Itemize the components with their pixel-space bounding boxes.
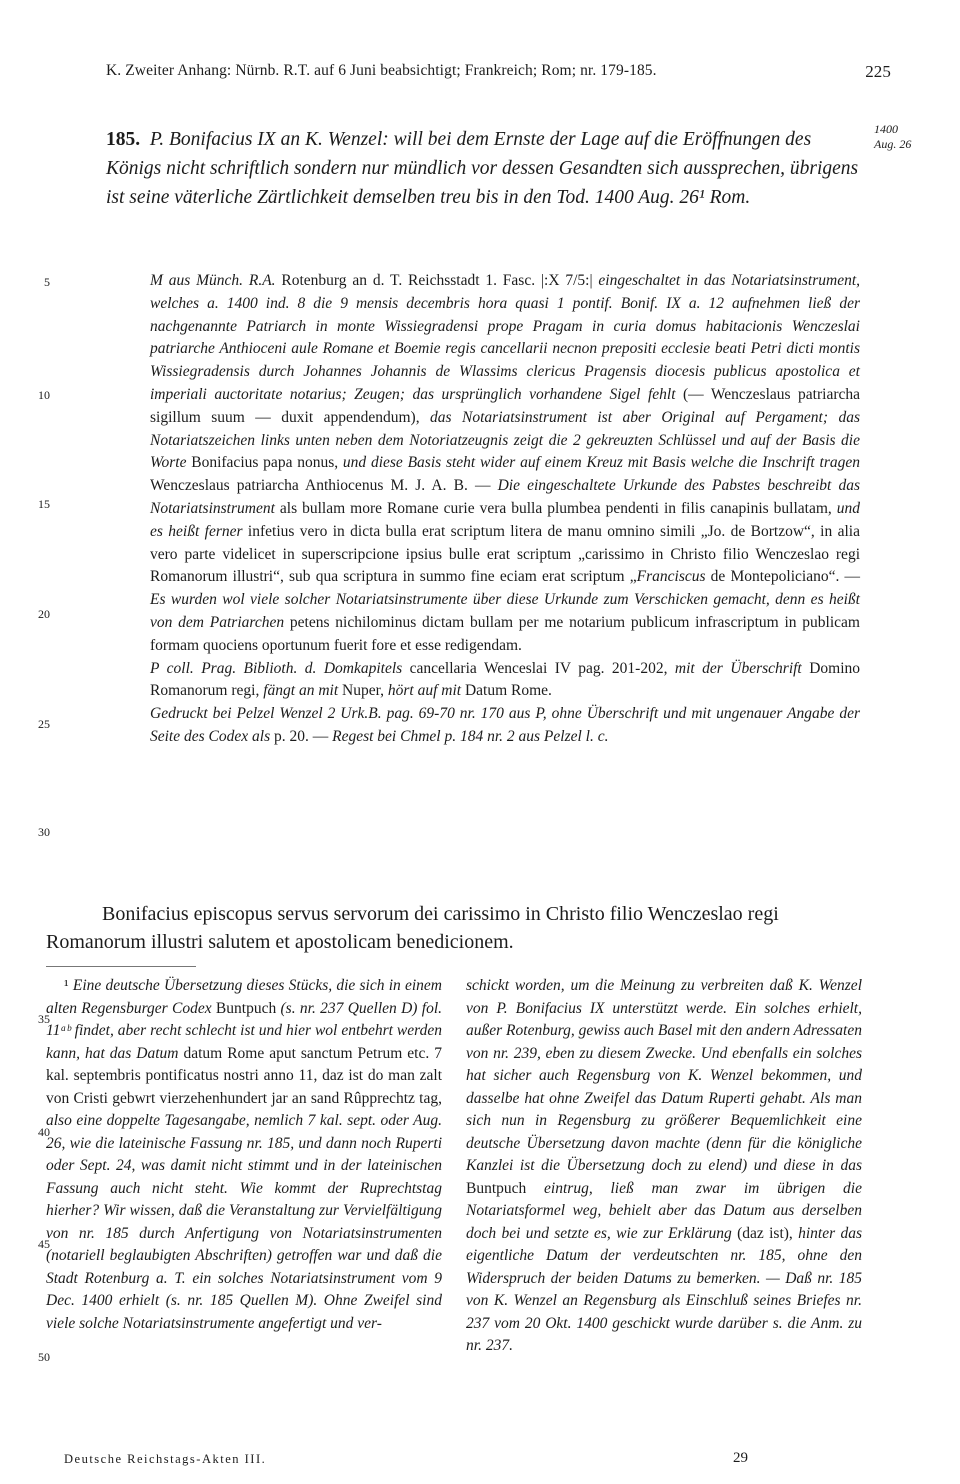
apparatus-printed-editions: Gedruckt bei Pelzel Wenzel 2 Urk.B. pag. 69-70 nr. 170 aus P, ohne Überschrift und mit ungenauer Angabe der Seite des Codex als p. 20. — Regest bei Chmel p. 184 nr. 2 aus Pelzel l. c.	[150, 705, 860, 745]
footnote-rule	[46, 966, 196, 967]
line-number: 35	[38, 1012, 50, 1026]
footnote-right-column: schickt worden, um die Meinung zu verbreiten daß K. Wenzel von P. Bonifacius IX unterstützt werde. Ein solches erhielt, außer Rotenburg, gewiss auch Basel mit den andern Adressaten von nr. 239, eben zu diesem Zwecke. Und ebenfalls ein solches hat sicher auch Regensburg von K. Wenzel bekommen, und dasselbe hat ohne Zweifel das Datum Ruperti gehabt. Als man sich nun in Regensburg zu größerer Bequemlichkeit eine deutsche Übersetzung davon machte (denn für die königliche Kanzlei ist die Übersetzung doch zu elend) und diese in das Buntpuch eintrug, ließ man zwar im übrigen die Notariatsformel weg, behielt aber das Datum aus derselben doch bei und setzte es, wie zur Erklärung (daz ist), hinter das eigentliche Datum der verdeutschten nr. 185, ohne den Widerspruch der beiden Datums zu bemerken. — Daß nr. 185 von K. Wenzel an Regensburg als Einschluß seines Briefes nr. 237 vom 20 Okt. 1400 geschickt wurde darüber s. die Anm. zu nr. 237.	[466, 977, 862, 1354]
margin-date-day: Aug. 26	[874, 137, 912, 151]
line-number: 20	[38, 607, 50, 621]
series-footer: Deutsche Reichstags-Akten III.	[64, 1452, 267, 1466]
line-number: 25	[38, 717, 50, 731]
main-text-paragraph: Bonifacius episcopus servus servorum dei carissimo in Christo filio Wenczeslao regi Romanorum illustri salutem et apostolicam benedicionem.	[46, 903, 779, 953]
margin-date	[874, 122, 954, 152]
footnote-left-column: ¹ Eine deutsche Übersetzung dieses Stücks, die sich in einem alten Regensburger Codex Buntpuch (s. nr. 237 Quellen D) fol. 11ᵃᵇ findet, aber recht schlecht ist und hier wol entbehrt werden kann, hat das Datum datum Rome aput sanctum Petrum etc. 7 kal. septembris pontificatus nostri anno 11, daz ist do man zalt von Cristi gebwrt vierzehenhundert jar an sand Rûpprechtz tag, also eine doppelte Tagesangabe, nemlich 7 kal. sept. oder Aug. 26, wie die lateinische Fassung nr. 185, und dann noch Ruperti oder Sept. 24, was damit nicht stimmt und in der lateinischen Fassung auch nicht steht. Wie kommt der Ruprechtstag hierher? Wir wissen, daß die Veranstaltung zur Vervielfältigung von nr. 185 durch Anfertigung von Notariatsinstrumenten (notariell beglaubigten Abschriften) getroffen war und daß die Stadt Rotenburg a. T. ein solches Notariatsinstrument vom 9 Dec. 1400 erhielt (s. nr. 185 Quellen M). Ohne Zweifel sind viele solche Notariatsinstrumente angefertigt und ver-	[46, 977, 443, 1332]
line-number: 5	[44, 275, 50, 289]
document-summary: P. Bonifacius IX an K. Wenzel: will bei dem Ernste der Lage auf die Eröffnungen des Königs nicht schriftlich sondern nur mündlich vor dessen Gesandten sich aussprechen, übrigens ist seine väterliche Zärtlichkeit demselben treu bis in den Tod. 1400 Aug. 26¹ Rom.	[106, 129, 859, 208]
footnote-mark: ¹	[64, 977, 69, 994]
document-heading	[106, 125, 866, 212]
page-number: 225	[865, 62, 891, 81]
line-number: 10	[38, 388, 50, 402]
line-number: 15	[38, 497, 50, 511]
running-head-text: K. Zweiter Anhang: Nürnb. R.T. auf 6 Juni beabsichtigt; Frankreich; Rom; nr. 179-185.	[106, 62, 657, 79]
signature-number: 29	[733, 1450, 748, 1466]
source-apparatus	[150, 270, 860, 749]
line-number: 40	[38, 1125, 50, 1139]
line-number: 45	[38, 1237, 50, 1251]
apparatus-source-m: M aus Münch. R.A. Rotenburg an d. T. Reichsstadt 1. Fasc. |:X 7/5:| eingeschaltet in das Notariatsinstrument, welches a. 1400 ind. 8 die 9 mensis decembris hora quasi 1 pontif. Bonif. IX a. 12 aufnehmen ließ der nachgenannte Patriarch in monte Wissiegradensi prope Pragam in curia domus habitacionis Wenczeslai patriarche Anthioceni aule Romane et Boemie regis cancellarii necnon prepositi ecclesie beati Petri dicti montis Wissiegradensis durch Johannes Johannis de Wlassims clericus Pragensis diocesis publicus apostolica et imperiali auctoritate notarius; Zeugen; das ursprünglich vorhandene Sigel fehlt (— Wenczeslaus patriarcha sigillum suum — duxit appendendum), das Notariatsinstrument ist aber Original auf Pergament; das Notariatszeichen links unten neben dem Notoriatzeugnis zeigt die 2 gekreuzten Schlüssel und auf der Basis die Worte Bonifacius papa nonus, und diese Basis steht wider auf einem Kreuz mit Basis welche die Inschrift tragen Wenczeslaus patriarcha Anthiocenus M. J. A. B. — Die eingeschaltete Urkunde des Pabstes beschreibt das Notariatsinstrument als bullam more Romane curie vera bulla plumbea pendenti in filis canapinis bullatam, und es heißt ferner infetius vero in dicta bulla erat scriptum litera de manu omnino simili „Jo. de Bortzow“, in alia vero parte videlicet in superscripcione ipsius bulle erat scriptum „carissimo in Christo filio Wenczeslao regi Romanorum illustri“, sub qua scriptura in summo fine eciam erat scriptum „Franciscus de Montepoliciano“. — Es wurden wol viele solcher Notariatsinstrumente über diese Urkunde zum Verschicken gemacht, denn es heißt von dem Patriarchen petens nichilominus dictam bullam per me notarium publicum infrascriptum in publicam formam quociens oportunum fuerit fore et esse redigendam.	[150, 272, 861, 654]
line-number: 30	[38, 825, 50, 839]
main-text	[46, 900, 862, 956]
line-number: 50	[38, 1350, 50, 1364]
apparatus-source-p: P coll. Prag. Biblioth. d. Domkapitels cancellaria Wenceslai IV pag. 201-202, mit der Überschrift Domino Romanorum regi, fängt an mit Nuper, hört auf mit Datum Rome.	[150, 659, 861, 700]
running-head	[106, 62, 891, 81]
document-number: 185.	[106, 129, 141, 150]
margin-date-year: 1400	[874, 122, 898, 136]
